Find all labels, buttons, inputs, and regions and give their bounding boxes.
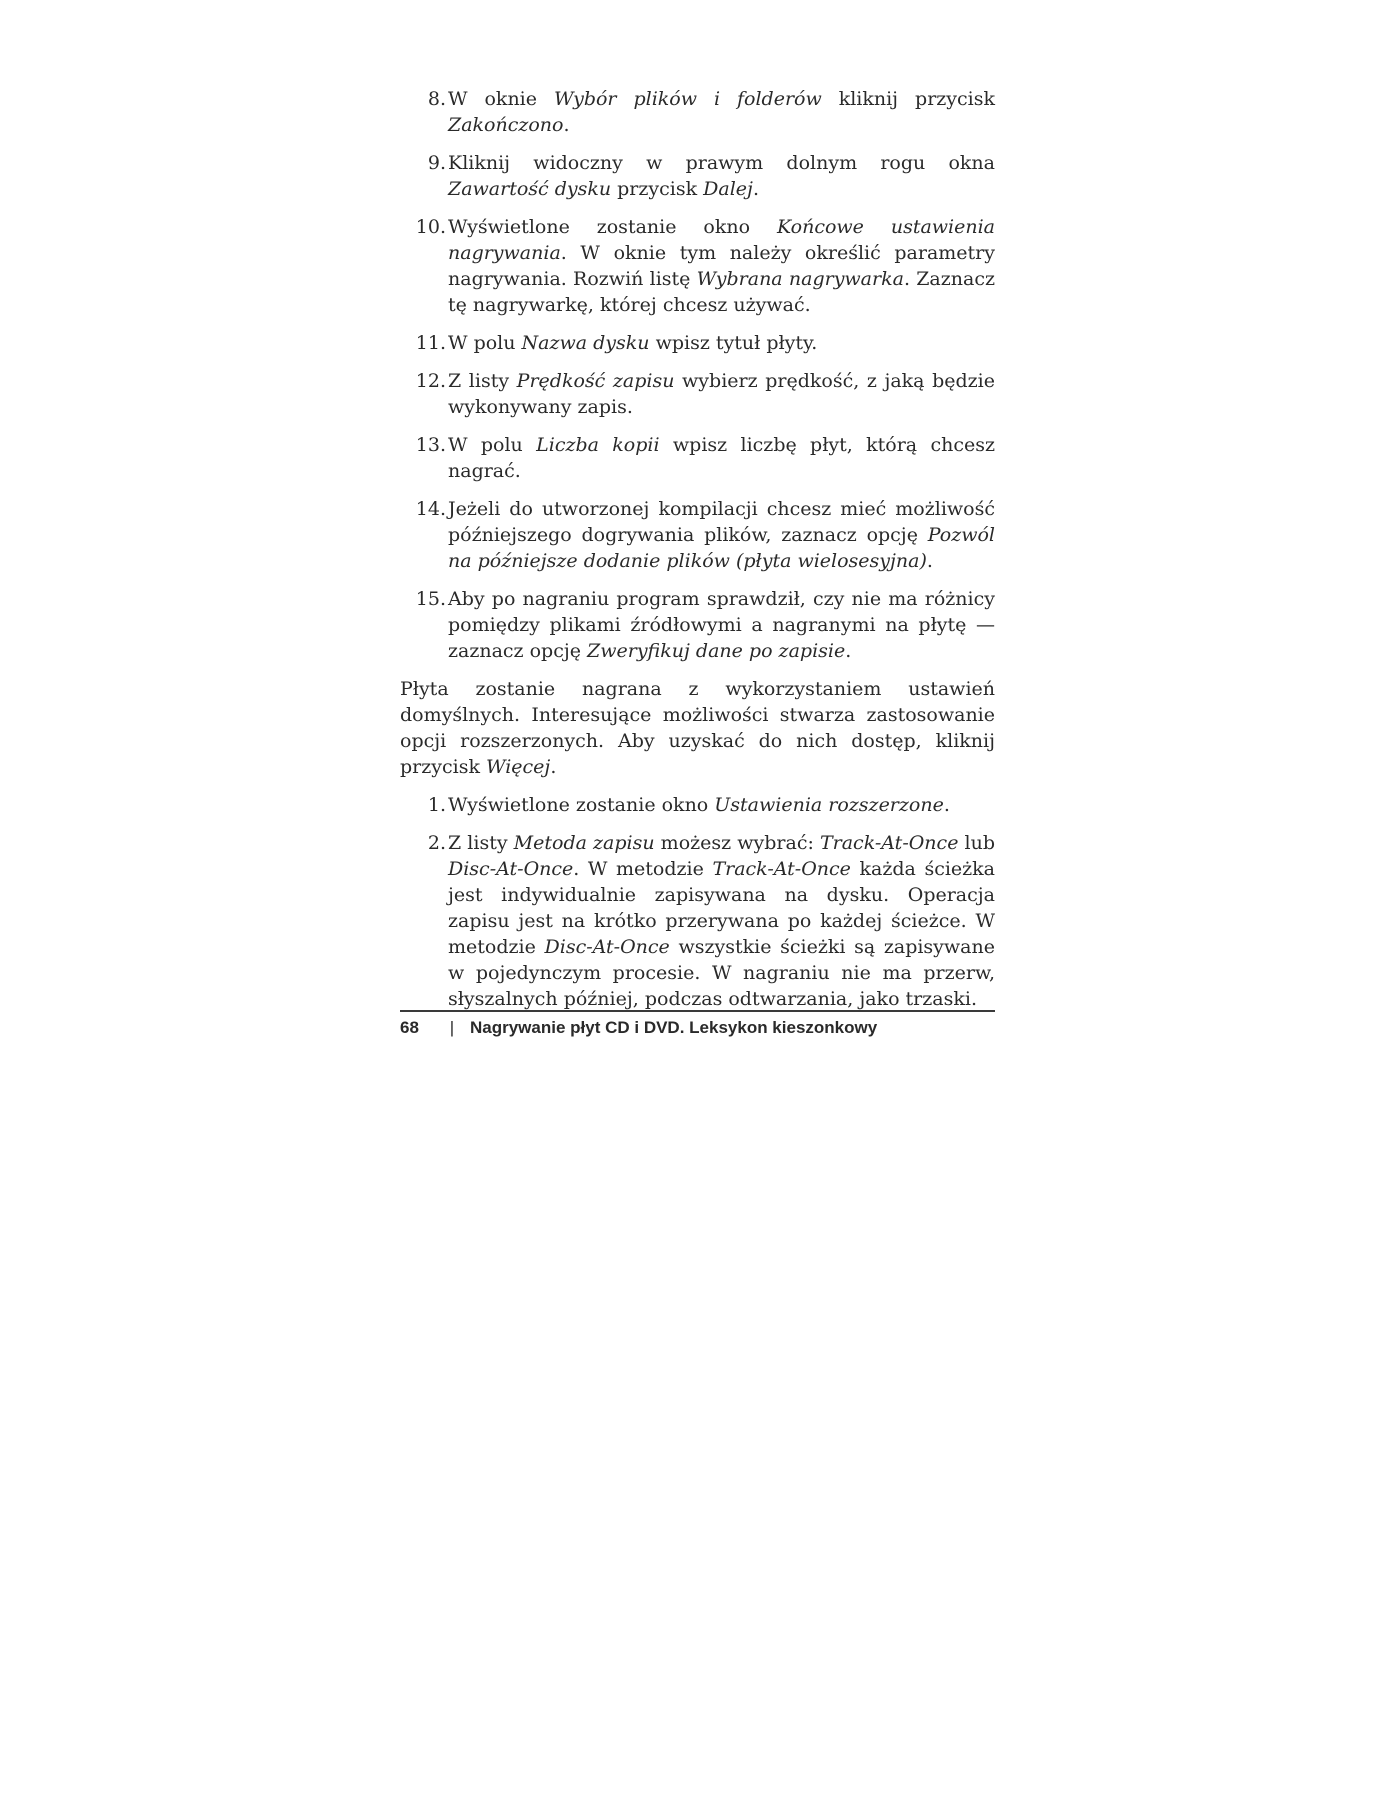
text-run: możesz wybrać: — [654, 832, 820, 854]
list-item-number: 11. — [415, 332, 446, 354]
text-run: . — [550, 756, 557, 778]
list-item-number: 15. — [415, 588, 446, 610]
page-footer — [400, 1010, 995, 1038]
italic-term: Dalej — [703, 178, 753, 200]
list-item-text — [448, 86, 995, 138]
italic-term: Liczba kopii — [536, 434, 660, 456]
italic-term: Zweryfikuj dane po zapisie — [587, 640, 846, 662]
list-item-number: 10. — [415, 216, 446, 238]
text-run: W oknie — [448, 88, 554, 110]
text-run: W polu — [448, 434, 537, 456]
list-item — [400, 792, 995, 818]
list-item-text — [448, 368, 995, 420]
numbered-list-steps — [400, 86, 995, 664]
list-item-number: 14. — [415, 498, 446, 520]
italic-term: Wybór plików i folderów — [553, 88, 822, 110]
text-run: W polu — [448, 332, 522, 354]
list-item-number: 2. — [427, 832, 446, 854]
text-run: wpisz tytuł płyty. — [649, 332, 818, 354]
italic-term: Więcej — [486, 756, 551, 778]
list-item-number: 1. — [427, 794, 446, 816]
italic-term: Zawartość dysku — [448, 178, 612, 200]
list-item-text — [448, 830, 995, 1012]
list-item-number: 8. — [427, 88, 446, 110]
text-run: . — [845, 640, 852, 662]
italic-term: Zakończono — [448, 114, 564, 136]
list-item — [400, 586, 995, 664]
text-run: wszystkie ścieżki są zapisywane w pojedynczym procesie. W nagraniu nie ma przerw, słyszalnych później, podczas odtwarzania, jako trzaski. — [448, 936, 995, 1010]
list-item-text — [448, 214, 995, 318]
book-title: Nagrywanie płyt CD i DVD. Leksykon kieszonkowy — [470, 1018, 878, 1037]
text-run: przycisk — [611, 178, 704, 200]
text-run: lub — [958, 832, 996, 854]
text-run: Płyta zostanie nagrana z wykorzystaniem ustawień domyślnych. Interesujące możliwości stwarza zastosowanie opcji rozszerzonych. Aby uzyskać do nich dostęp, kliknij przycisk — [400, 678, 995, 778]
text-run: każda ścieżka jest indywidualnie zapisywana na dysku. Operacja zapisu jest na krótko przerywana po każdej ścieżce. W metodzie — [448, 858, 996, 958]
text-run: . — [926, 550, 933, 572]
list-item-text — [448, 150, 995, 202]
text-run: Wyświetlone zostanie okno — [448, 794, 715, 816]
list-item-number: 9. — [427, 152, 446, 174]
italic-term: Pozwól na późniejsze dodanie plików (płyta wielosesyjna) — [448, 524, 995, 572]
list-item — [400, 330, 995, 356]
list-item-number: 13. — [415, 434, 446, 456]
italic-term: Track-At-Once — [712, 858, 851, 880]
footer-separator: | — [449, 1018, 455, 1037]
list-item-text — [448, 432, 995, 484]
list-item-number: 12. — [415, 370, 446, 392]
list-item-text — [448, 496, 995, 574]
italic-term: Track-At-Once — [819, 832, 959, 854]
list-item-text — [448, 792, 995, 818]
text-run: . — [943, 794, 950, 816]
text-run: Kliknij widoczny w prawym dolnym rogu okna — [448, 152, 995, 174]
text-run: kliknij przycisk — [821, 88, 996, 110]
text-run: Wyświetlone zostanie okno — [448, 216, 777, 238]
text-run: . W metodzie — [573, 858, 713, 880]
text-run: Z listy — [448, 370, 517, 392]
list-item-text — [448, 586, 995, 664]
list-item — [400, 432, 995, 484]
text-run: . Zaznacz tę nagrywarkę, której chcesz używać. — [448, 268, 995, 316]
body-paragraph — [400, 676, 995, 780]
italic-term: Metoda zapisu — [513, 832, 655, 854]
text-run: . W oknie tym należy określić parametry nagrywania. Rozwiń listę — [448, 242, 995, 290]
italic-term: Wybrana nagrywarka — [696, 268, 904, 290]
page-content — [400, 86, 995, 1024]
list-item — [400, 86, 995, 138]
text-run: Jeżeli do utworzonej kompilacji chcesz mieć możliwość późniejszego dogrywania plików, zaznacz opcję — [448, 498, 995, 546]
text-run: wybierz prędkość, z jaką będzie wykonywany zapis. — [448, 370, 995, 418]
list-item — [400, 150, 995, 202]
list-item-text — [448, 330, 995, 356]
list-item — [400, 368, 995, 420]
text-run: wpisz liczbę płyt, którą chcesz nagrać. — [448, 434, 995, 482]
italic-term: Nazwa dysku — [521, 332, 650, 354]
text-run: Z listy — [448, 832, 514, 854]
text-run: Aby po nagraniu program sprawdził, czy nie ma różnicy pomiędzy plikami źródłowymi a nagranymi na płytę — zaznacz opcję — [448, 588, 995, 662]
italic-term: Końcowe ustawienia nagrywania — [448, 216, 996, 264]
italic-term: Ustawienia rozszerzone — [714, 794, 944, 816]
page-number: 68 — [400, 1018, 419, 1037]
italic-term: Disc-At-Once — [448, 858, 574, 880]
numbered-list-advanced — [400, 792, 995, 1012]
italic-term: Prędkość zapisu — [516, 370, 675, 392]
text-run: . — [563, 114, 570, 136]
text-run: . — [752, 178, 759, 200]
italic-term: Disc-At-Once — [544, 936, 670, 958]
list-item — [400, 214, 995, 318]
list-item — [400, 830, 995, 1012]
list-item — [400, 496, 995, 574]
